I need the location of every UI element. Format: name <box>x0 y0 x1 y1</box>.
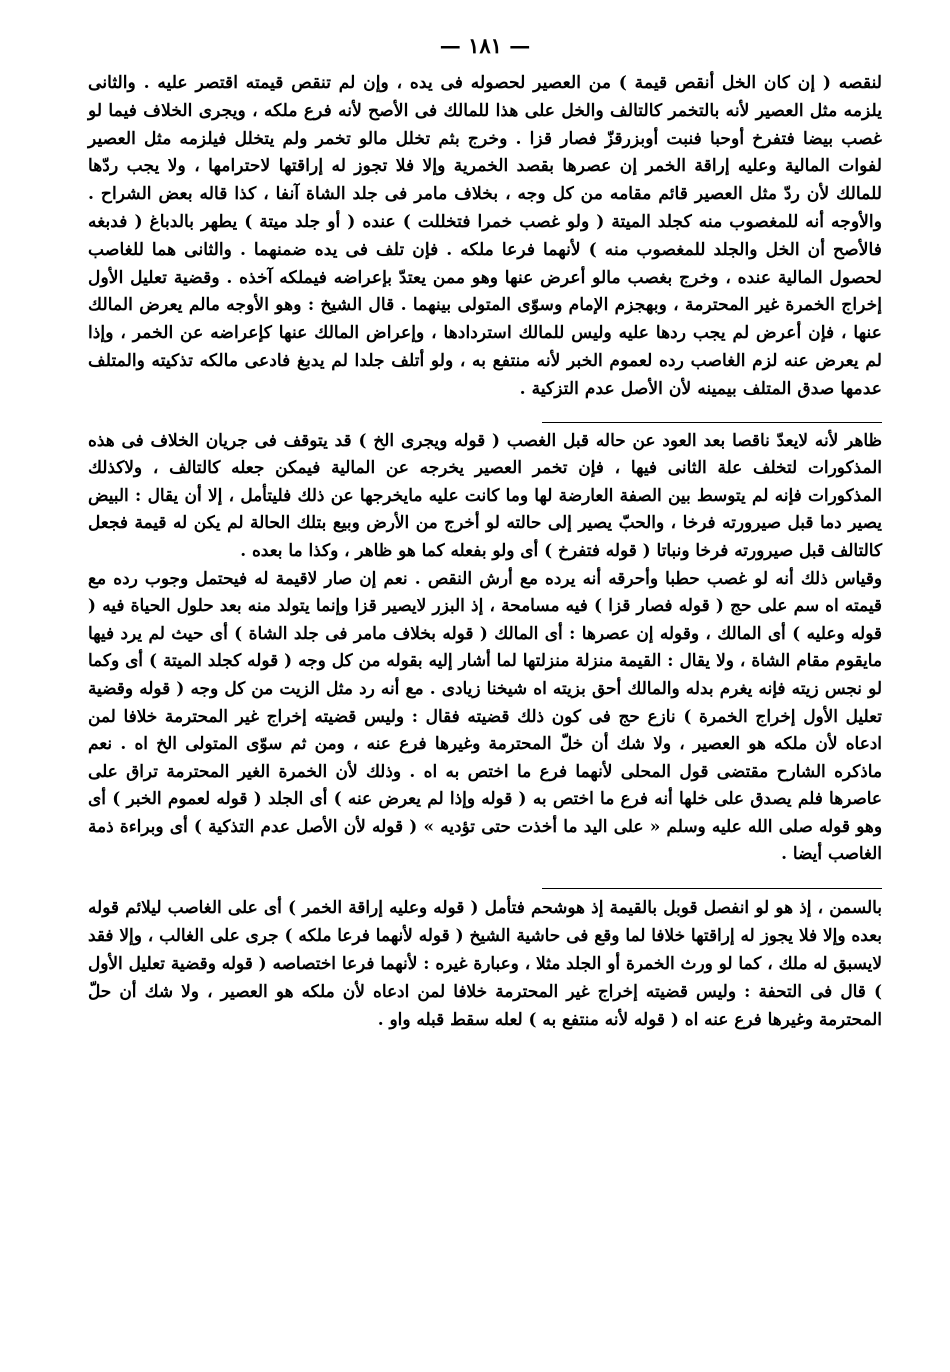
commentary <box>88 427 882 869</box>
separator-rule <box>542 422 882 423</box>
commentary-paragraph: ظاهر لأنه لايعدّ ناقصا بعد العود عن حاله قبل الغصب ( قوله ويجرى الخ ) قد يتوقف فى جريان الخلاف فى هذه المذكورات لتخلف علة الثانى فيها ، فإن تخمر العصير يخرجه عن المالية فيمكن جعله كالتالف ، ولاكذلك المذكورات فإنه لم يتوسط بين الصفة العارضة لها وما كانت عليه مايخرجها عن ذلك فليتأمل ، إلا أن يقال : البيض يصير دما قبل صيرورته فرخا ، والحبّ يصير إلى حالته لو أخرج من الأرض وبيع بتلك الحالة لم يكن له قيمة فجعل كالتالف قبل صيرورته فرخا ونباتا ( قوله فتفرخ ) أى ولو بفعله كما هو ظاهر ، وكذا ما بعده . <box>88 429 882 560</box>
commentary-paragraph: وقياس ذلك أنه لو غصب حطبا وأحرقه أنه يرده مع أرش النقص . نعم إن صار لاقيمة له فيحتمل وجوب رده مع قيمته اه سم على حج ( قوله فصار قزا ) فيه مسامحة ، إذ البزر لايصير قزا وإنما يتولد منه بعد حلول الحياة فيه ( قوله وعليه ) أى المالك ، وقوله إن عصرها : أى المالك ( قوله بخلاف مامر فى جلد الشاة ) أى حيث لم يرد فيها مايقوم مقام الشاة ، ولا يقال : القيمة منزلة منزلتها لما أشار إليه بقوله من كل وجه ( قوله كجلد الميتة ) أى وكما لو نجس زيته فإنه يغرم بدله والمالك أحق بزيته اه شيخنا زيادى . مع أنه رد مثل الزيت من كل وجه ( قوله وقضية تعليل الأول إخراج الخمرة ) نازع حج فى كون ذلك قضيته فقال : وليس قضيته إخراج غير المحترمة خلافا لمن ادعاه لأن ملكه هو العصير ، ولا شك أن خلّ المحترمة وغيرها فرع عنه ، ومن ثم سوّى المتولى الخ اه . نعم ماذكره الشارح مقتضى قول المحلى لأنهما فرع ما اختص به اه . وذلك لأن الخمرة الغير المحترمة تراق على عاصرها فلم يصدق على خلها أنه فرع ما اختص به ( قوله وإذا لم يعرض عنه ) أى الجلد ( قوله لعموم الخبر ) أى وهو قوله صلى الله عليه وسلم « على اليد ما أخذت حتى تؤديه » ( قوله لأن الأصل عدم التذكية ) أى وبراءة ذمة الغاصب أيضا . <box>88 567 882 864</box>
main-paragraph: لنقصه ( إن كان الخل أنقص قيمة ) من العصير لحصوله فى يده ، وإن لم تنقص قيمته اقتصر عليه . والثانى يلزمه مثل العصير لأنه بالتخمر كالتالف والخل على هذا للمالك فى الأصح لأنه فرع ملكه ، ويجرى الخلاف فيما لو غصب بيضا فتفرخ أوحبا فنبت أوبزرقزّ فصار قزا . وخرج بثم تخلل مالو تخمر ولم يتخلل فيلزمه مثل العصير لفوات المالية وعليه إراقة الخمر إن عصرها بقصد الخمرية وإلا فلا تجوز له إراقتها لاحترامها ، ولا يجب ردّها للمالك لأن ردّ مثل العصير قائم مقامه من كل وجه ، بخلاف مامر فى جلد الشاة آنفا ، كذا قاله بعض الشراح . والأوجه أنه للمغصوب منه كجلد الميتة ( ولو غصب خمرا فتخللت ) عنده ( أو جلد ميتة ) يطهر بالدباغ ( فدبغه فالأصح أن الخل والجلد للمغصوب منه ) لأنهما فرعا ملكه . فإن تلف فى يده ضمنهما . والثانى هما للغاصب لحصول المالية عنده ، وخرج بغصب مالو أعرض عنها وهو ممن يعتدّ بإعراضه فيملكه آخذه . وقضية تعليل الأول إخراج الخمرة غير المحترمة ، وبهجزم الإمام وسوّى المتولى بينهما . قال الشيخ : وهو الأوجه مالم يعرض المالك عنها ، فإن أعرض لم يجب ردها عليه وليس للمالك استردادها ، وإعراض المالك عنها كإعراضه عن الخمر ، وإذا لم يعرض عنه لزم الغاصب رده لعموم الخبر لأنه منتفع به ، ولو أتلف جلدا لم يدبغ فادعى مالكه تذكيته والمتلف عدمها صدق المتلف بيمينه لأن الأصل عدم التزكية . <box>88 73 882 399</box>
page-number: — ١٨١ — <box>439 33 531 58</box>
gloss-paragraph: بالسمن ، إذ هو لو انفصل قوبل بالقيمة إذ هوشحم فتأمل ( قوله وعليه إراقة الخمر ) أى على الغاصب ليلائم قوله بعده وإلا فلا يجوز له إراقتها خلافا لما وقع فى حاشية الشيخ ( قوله لأنهما فرعا ملكه ) جرى على الغالب ، وإلا فقد لايسبق له ملك ، كما لو ورث الخمرة أو الجلد مثلا ، وعبارة غيره : لأنهما فرعا اختصاصه ( قوله وقضية تعليل الأول ) قال فى التحفة : وليس قضيته إخراج غير المحترمة خلافا لمن ادعاه لأن ملكه هو العصير ، ولا شك أن حلّ المحترمة وغيرها فرع عنه اه ( قوله لأنه منتفع به ) لعله سقط قبله واو . <box>88 897 882 1030</box>
gloss <box>88 893 882 1033</box>
main-text <box>88 70 882 404</box>
separator-rule <box>542 888 882 889</box>
